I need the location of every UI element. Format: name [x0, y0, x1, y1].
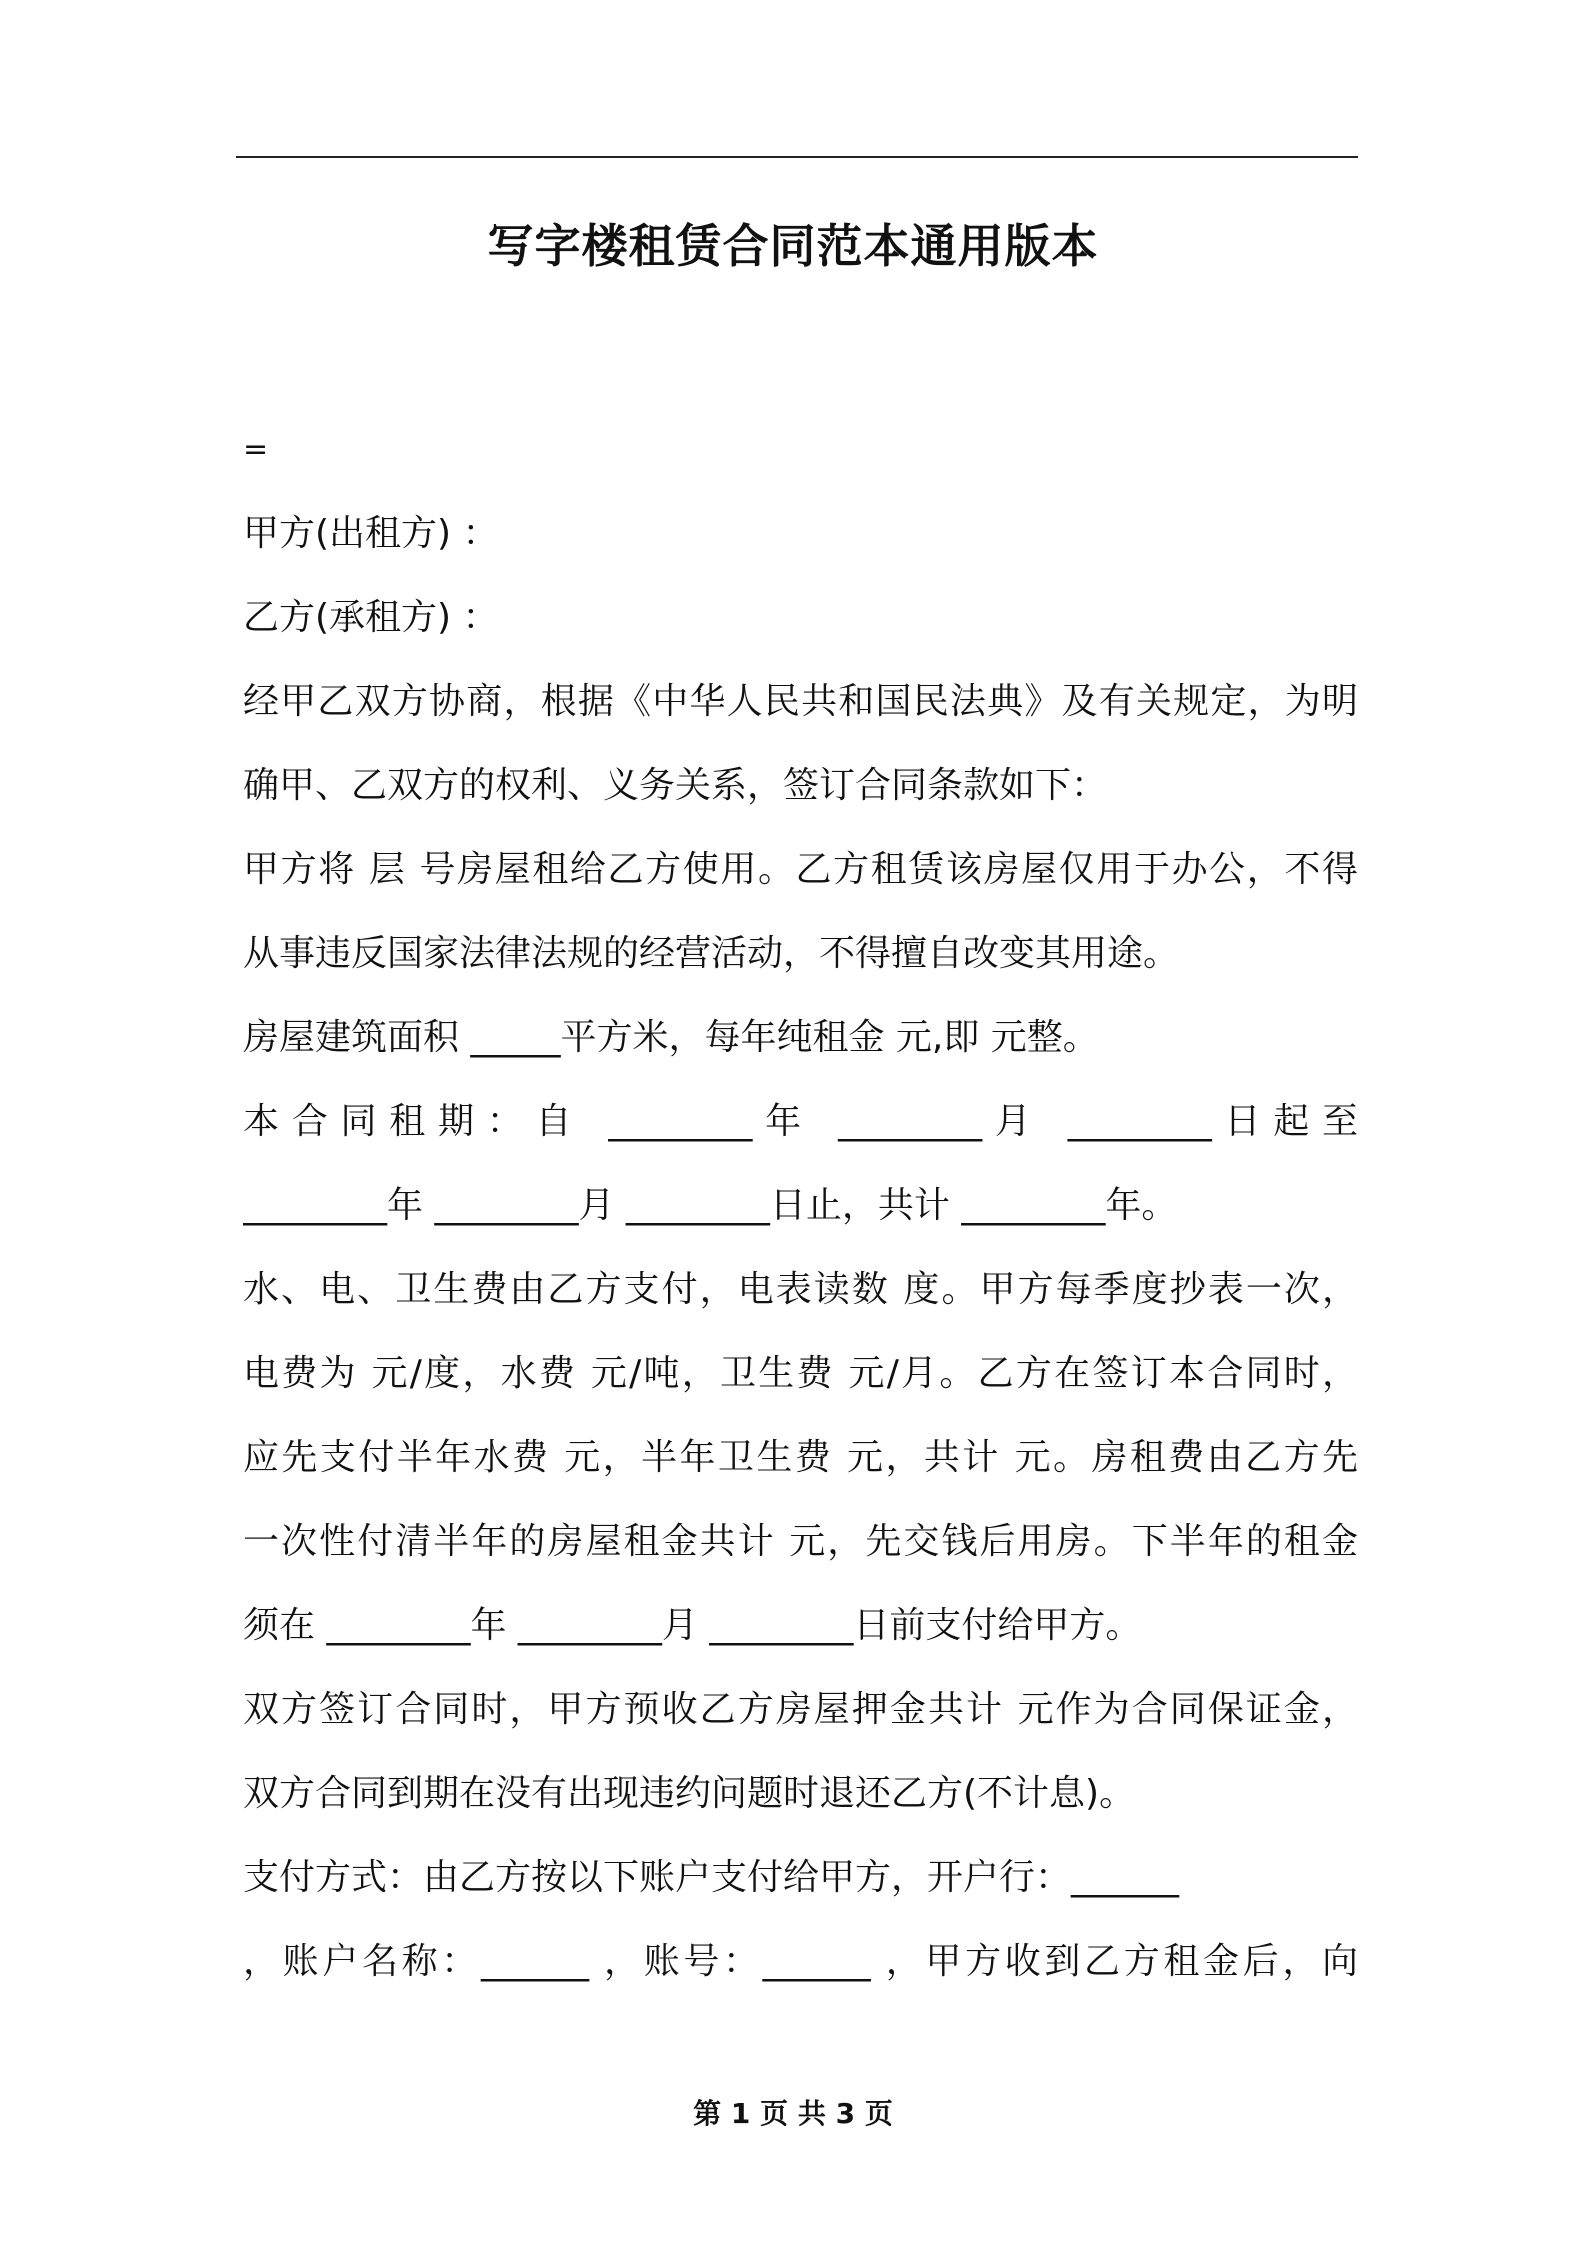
- body-line: 甲方将 层 号房屋租给乙方使用。乙方租赁该房屋仅用于办公，不得: [243, 849, 1358, 890]
- body-line: 双方签订合同时，甲方预收乙方房屋押金共计 元作为合同保证金，: [243, 1689, 1358, 1730]
- document-body: [243, 408, 1358, 2004]
- body-line: 本合同租期：自 ________年 ________月 ________日起至: [243, 1101, 1358, 1142]
- body-line: 水、电、卫生费由乙方支付，电表读数 度。甲方每季度抄表一次，: [243, 1269, 1358, 1310]
- document-title: 写字楼租赁合同范本通用版本: [487, 219, 1099, 273]
- page-number-footer: 第 1 页 共 3 页: [693, 2097, 893, 2130]
- body-line: 一次性付清半年的房屋租金共计 元，先交钱后用房。下半年的租金: [243, 1521, 1358, 1562]
- body-line: 应先支付半年水费 元，半年卫生费 元，共计 元。房租费由乙方先: [243, 1437, 1358, 1478]
- body-line: 从事违反国家法律法规的经营活动，不得擅自改变其用途。: [243, 933, 1180, 974]
- body-line: 经甲乙双方协商，根据《中华人民共和国民法典》及有关规定，为明: [243, 681, 1358, 722]
- body-line: 须在 ________年 ________月 ________日前支付给甲方。: [243, 1605, 1142, 1646]
- body-line: 确甲、乙双方的权利、义务关系，签订合同条款如下：: [243, 765, 1108, 806]
- body-line: 电费为 元/度，水费 元/吨，卫生费 元/月。乙方在签订本合同时，: [243, 1353, 1358, 1394]
- body-line: 乙方(承租方) ：: [243, 597, 499, 638]
- body-line: =: [243, 432, 269, 467]
- body-line: 甲方(出租方) ：: [243, 513, 499, 554]
- body-line: 双方合同到期在没有出现违约问题时退还乙方(不计息)。: [243, 1773, 1136, 1814]
- header-rule: [236, 156, 1358, 158]
- body-line: ________年 ________月 ________日止，共计 ________年。: [243, 1185, 1178, 1226]
- body-line: 房屋建筑面积 _____平方米，每年纯租金 元,即 元整。: [243, 1017, 1099, 1058]
- body-line: ，账户名称：______ ，账号：______ ，甲方收到乙方租金后，向: [243, 1941, 1358, 1982]
- body-line: 支付方式：由乙方按以下账户支付给甲方，开户行：______: [243, 1857, 1180, 1898]
